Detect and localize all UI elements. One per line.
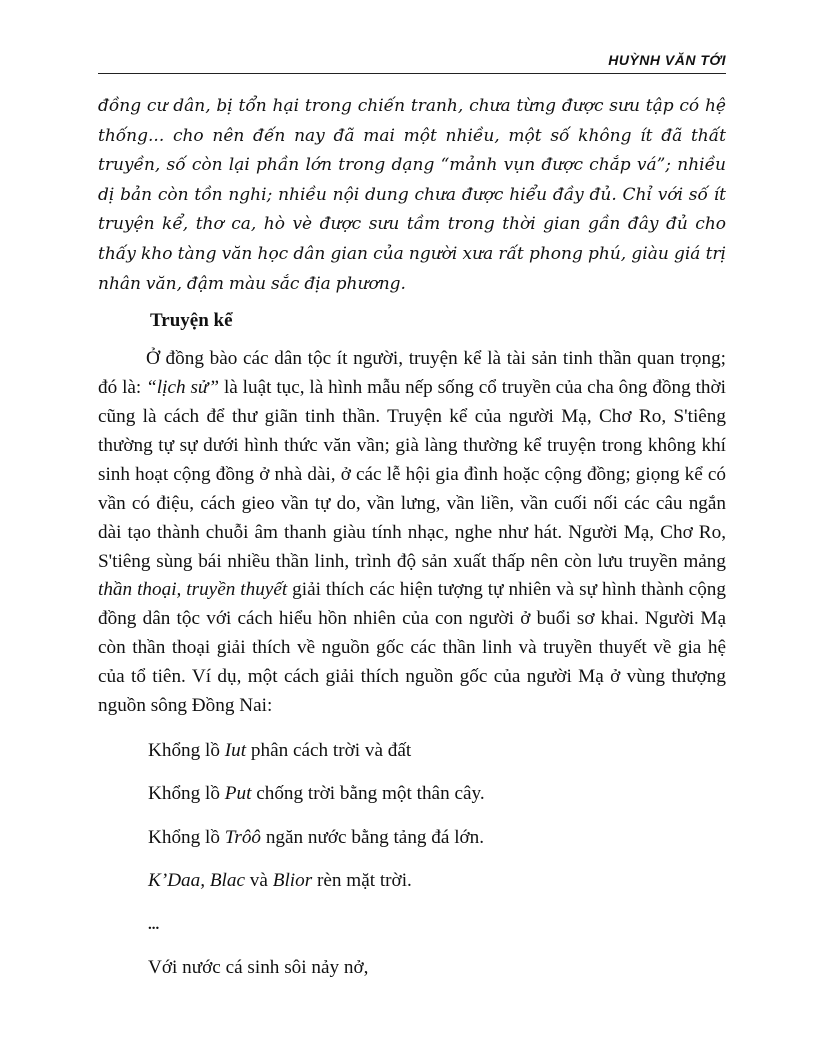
verse-text: và (245, 870, 273, 892)
verse-line (98, 737, 726, 765)
verse-line: Với nước cá sinh sôi nảy nở, (148, 957, 369, 979)
verse-line (98, 824, 726, 852)
verse-name: K’Daa, Blac (148, 870, 245, 892)
verse-line (98, 867, 726, 895)
verse-text: ngăn nước bằng tảng đá lớn. (261, 826, 485, 848)
running-head-author: HUỲNH VĂN TỚI (608, 52, 726, 68)
verse-line (98, 780, 726, 808)
verse-text: phân cách trời và đất (246, 739, 412, 761)
paragraph-text-3: giải thích các hiện tượng tự nhiên và sự hình thành cộng đồng dân tộc với cách hiểu hồn nhiên của con người ở buổi sơ khai. Người Mạ còn thần thoại giải thích về nguồn gốc các thần linh và truyền thuyết về gia hệ của tổ tiên. Ví dụ, một cách giải thích nguồn gốc của người Mạ ở vùng thượng nguồn sông Đồng Nai: (98, 579, 726, 717)
paragraph-text-1: Ở đồng bào các dân tộc ít người, truyện kể là tài sản tinh thần quan trọng; đó là: (98, 348, 726, 399)
verse-text: rèn mặt trời. (312, 870, 412, 892)
verse-text: chống trời bằng một thân cây. (251, 783, 485, 805)
verse-name: Blior (272, 870, 313, 892)
intro-paragraph: đồng cư dân, bị tổn hại trong chiến tranh, chưa từng được sưu tập có hệ thống... cho nên đến nay đã mai một nhiều, một số không ít đã thất truyền, số còn lại phần lớn trong dạng “mảnh vụn được chắp vá”; nhiều dị bản còn tồn nghi; nhiều nội dung chưa được hiểu đầy đủ. Chỉ với số ít truyện kể, thơ ca, hò vè được sưu tầm trong thời gian gần đây đủ cho thấy kho tàng văn học dân gian của người xưa rất phong phú, giàu giá trị nhân văn, đậm màu sắc địa phương. (98, 96, 726, 294)
verse-text: Khổng lồ (148, 826, 225, 848)
header-rule (98, 73, 726, 74)
page-header (98, 52, 726, 72)
verse-text: Khổng lồ (148, 739, 225, 761)
page-body (98, 92, 726, 982)
paragraph-emphasis-2: thần thoại, truyền thuyết (98, 579, 288, 601)
section-heading: Truyện kể (150, 310, 233, 332)
paragraph-text-2: là luật tục, là hình mẫu nếp sống cổ truyền của cha ông đồng thời cũng là cách để thư giãn tinh thần. Truyện kể của người Mạ, Chơ Ro, S'tiêng thường tự sự dưới hình thức văn vần; già làng thường kể truyện trong không khí sinh hoạt cộng đồng ở nhà dài, ở các lễ hội gia đình hoặc cộng đồng; giọng kể có vần có điệu, cách gieo vần tự do, vần lưng, vần liền, vần cuối nối các câu ngắn dài tạo thành chuỗi âm thanh giàu tính nhạc, nghe như hát. Người Mạ, Chơ Ro, S'tiêng sùng bái nhiều thần linh, trình độ sản xuất thấp nên còn lưu truyền mảng (98, 377, 726, 572)
body-paragraph (98, 345, 726, 721)
verse-ellipsis: ... (148, 916, 160, 933)
verse-name: Trôô (224, 826, 262, 848)
verse-name: Put (224, 783, 252, 805)
paragraph-emphasis-1: “lịch sử” (146, 377, 220, 399)
verse-text: Khổng lồ (148, 783, 225, 805)
verse-name: Iut (224, 739, 247, 761)
